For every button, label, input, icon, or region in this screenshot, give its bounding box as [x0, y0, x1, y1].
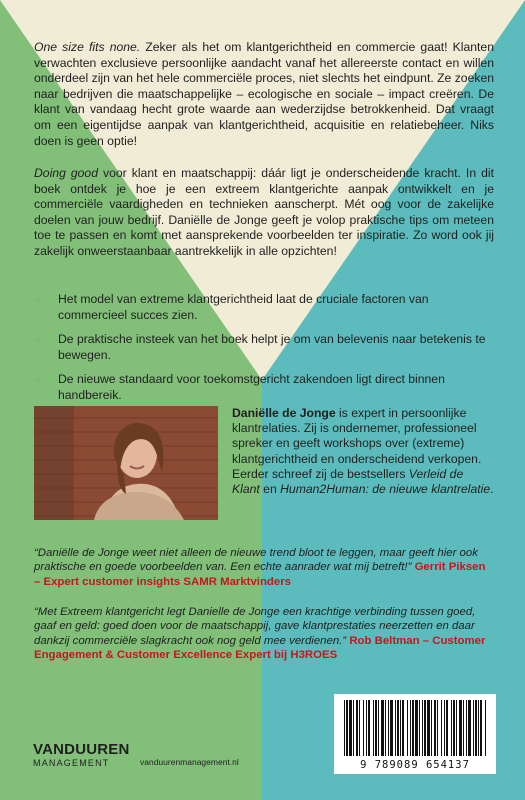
list-item [34, 332, 494, 363]
barcode-bar [395, 700, 396, 756]
barcode [334, 694, 496, 774]
barcode-bar [402, 700, 404, 756]
barcode-bar [427, 700, 430, 756]
barcode-bar [459, 700, 462, 756]
barcode-bar [356, 700, 358, 756]
barcode-bar [346, 700, 348, 756]
barcode-bar [363, 700, 364, 756]
barcode-bar [412, 700, 414, 756]
intro-lead: One size fits none. [34, 40, 141, 54]
barcode-bar [478, 700, 479, 756]
logo-line-2: MANAGEMENT [33, 758, 110, 768]
barcode-bar [390, 700, 393, 756]
quote-text: “Met Extreem klantgericht legt Danielle de Jonge een krachtige verbinding tussen goed, gaaf en geld: goed doen voor de maatschappij, gave klantprestaties neerzetten en daar dankzij commerciële slagkracht ook nog geld mee verdienen.” [34, 606, 476, 647]
barcode-bar [349, 700, 352, 756]
barcode-bar [407, 700, 408, 756]
barcode-bars [334, 694, 496, 760]
logo-line-1: VANDUUREN [33, 741, 130, 758]
isbn-number: 9 789089 654137 [360, 759, 470, 771]
author-name: Daniëlle de Jonge [232, 406, 336, 420]
barcode-bar [431, 700, 432, 756]
barcode-bar [437, 700, 438, 756]
barcode-bar [375, 700, 377, 756]
plus-icon: + [34, 331, 43, 349]
bio-text: . [490, 482, 494, 497]
barcode-bar [434, 700, 436, 756]
second-lead: Doing good [34, 166, 98, 180]
barcode-bar [397, 700, 399, 756]
barcode-bar [381, 700, 384, 756]
quote-1 [34, 546, 494, 589]
barcode-bar [456, 700, 457, 756]
barcode-bar [388, 700, 389, 756]
quote-attribution: Rob Beltman – Customer Engagement & Customer Excellence Expert bij H3ROES [34, 634, 486, 662]
barcode-bar [446, 700, 448, 756]
bullet-text: Het model van extreme klantgerichtheid laat de cruciale factoren van commercieel succes zien. [58, 292, 429, 322]
book-title-1: Verleid de Klant [232, 466, 464, 497]
second-text: voor klant en maatschappij: dáár ligt je onderscheidende kracht. In dit boek ontdek je hoe je een extreem klantgerichte aanpak ontwikkelt en je commerciële vaardigheden en technieken aanscherpt. Mét oog voor de zakelijke doelen van jouw bedrijf. Daniëlle de Jonge geeft je volop praktische tips om meteen toe te passen en komt met aansprekende voorbeelden ter inspiratie. Zo word ook jij zakelijk onweerstaanbaar aantrekkelijk in alle opzichten! [34, 166, 494, 258]
barcode-bar [480, 700, 482, 756]
intro-text: Zeker als het om klantgerichtheid en commercie gaat! Klanten verwachten exclusieve persoonlijke aandacht vanaf het allereerste contact en willen onderdeel zijn van het hele commerciële proces, niet slechts het eindpunt. Ze zoeken naar bedrijven die maatschappelijke – ecologische en sociale – impact creëren. De klant van vandaag hecht grote waarde aan wederzijdse betrokkenheid. Dat vraagt om een eigentijdse aanpak van klantgerichtheid, acquisitie en relatiebeheer. Niks doen is geen optie! [34, 40, 495, 148]
barcode-bar [473, 700, 474, 756]
barcode-bar [400, 700, 401, 756]
barcode-bar [451, 700, 452, 756]
book-title-2: Human2Human: de nieuwe klantrelatie [280, 482, 491, 497]
quote-text: “Daniëlle de Jonge weet niet alleen de nieuwe trend bloot te leggen, maar geeft hier ook praktische en goede voorbeelden van. Een echte aanrader wat mij betreft!” [34, 547, 478, 574]
barcode-bar [441, 700, 442, 756]
quote-2 [34, 605, 494, 663]
list-item [34, 292, 494, 323]
bullet-text: De nieuwe standaard voor toekomstgericht zakendoen ligt direct binnen handbereik. [58, 372, 445, 402]
barcode-bar [359, 700, 360, 756]
barcode-bar [344, 700, 345, 756]
barcode-bar [485, 700, 486, 756]
list-item [34, 372, 494, 403]
publisher-logo [33, 742, 130, 769]
barcode-bar [385, 700, 386, 756]
author-bio [232, 406, 494, 497]
barcode-bar [424, 700, 426, 756]
bullet-text: De praktische insteek van het boek helpt je om van belevenis naar betekenis te bewegen. [58, 332, 486, 362]
barcode-bar [415, 700, 418, 756]
publisher-website: vanduurenmanagement.nl [140, 757, 239, 767]
barcode-bar [475, 700, 477, 756]
bio-text: en [259, 482, 281, 497]
barcode-bar [378, 700, 379, 756]
barcode-bar [373, 700, 374, 756]
barcode-bar [366, 700, 367, 756]
barcode-bar [468, 700, 471, 756]
second-paragraph [34, 166, 494, 260]
bio-text: is expert in persoonlijke klantrelaties. Zij is ondernemer, professioneel spreker en geeft workshops over (extreme) klantgerichtheid en onderscheidend verkopen. Eerder schreef zij de bestsellers [232, 406, 482, 481]
barcode-bar [444, 700, 445, 756]
barcode-bar [410, 700, 411, 756]
barcode-bar [419, 700, 420, 756]
intro-paragraph [34, 40, 494, 149]
plus-icon: + [34, 371, 43, 389]
barcode-bar [368, 700, 370, 756]
bullet-list [34, 292, 494, 413]
barcode-bar [463, 700, 464, 756]
barcode-bar [422, 700, 423, 756]
barcode-bar [453, 700, 455, 756]
barcode-bar [466, 700, 467, 756]
barcode-bar [353, 700, 354, 756]
quote-attribution: Gerrit Piksen – Expert customer insights SAMR Marktvinders [34, 561, 486, 588]
author-photo [34, 406, 218, 520]
plus-icon: + [34, 291, 43, 308]
